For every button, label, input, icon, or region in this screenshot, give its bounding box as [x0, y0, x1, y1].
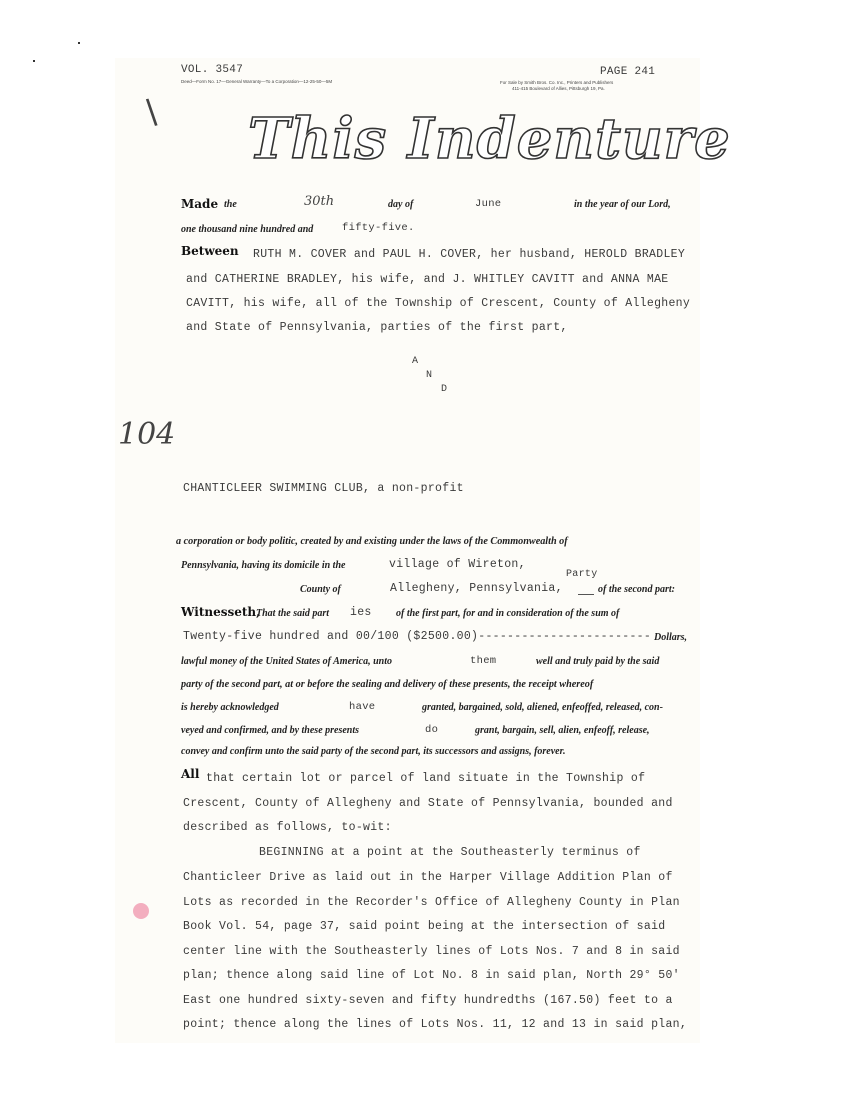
witnesseth-label: Witnesseth,: [181, 605, 261, 619]
grant-text: grant, bargain, sell, alien, enfeoff, release,: [475, 725, 650, 736]
all-line: Crescent, County of Allegheny and State of Pennsylvania, bounded and: [183, 797, 673, 810]
day-of: day of: [388, 199, 414, 210]
volume-number: VOL. 3547: [181, 64, 244, 76]
form-line: Deed—Form No. 17—General Warranty—To a Corporation—12-25-50—5M: [181, 79, 333, 84]
between-line: CAVITT, his wife, all of the Township of Crescent, County of Allegheny: [186, 297, 691, 310]
parties-suffix: ies: [350, 606, 372, 619]
unto-value: them: [470, 655, 497, 667]
between-line: and CATHERINE BRADLEY, his wife, and J. WHITLEY CAVITT and ANNA MAE: [186, 273, 669, 286]
witnesseth-text: That the said part: [256, 608, 330, 619]
pink-dot-mark: [133, 903, 149, 919]
and-letter: A: [412, 356, 419, 367]
county-of: County of: [300, 584, 341, 595]
have-value: have: [349, 701, 376, 713]
second-part: of the second part:: [598, 584, 675, 595]
granted-text: granted, bargained, sold, aliened, enfeoffed, released, con-: [422, 702, 663, 713]
acknowledged-text: is hereby acknowledged: [181, 702, 279, 713]
day-value: 30th: [304, 194, 335, 209]
party-value: Party: [566, 569, 598, 580]
dollars-label: Dollars,: [654, 632, 688, 643]
between-line: and State of Pennsylvania, parties of the first part,: [186, 321, 568, 334]
convey-text: convey and confirm unto the said party of the second part, its successors and assigns, forever.: [181, 746, 566, 757]
made-the: the: [224, 199, 237, 210]
between-label: Between: [181, 244, 239, 258]
made-label: Made: [181, 197, 219, 211]
year-form-text: one thousand nine hundred and: [181, 224, 314, 235]
witnesseth-rest: of the first part, for and in consideration of the sum of: [396, 608, 620, 619]
description-line: BEGINNING at a point at the Southeasterly terminus of: [259, 846, 641, 859]
well-paid: well and truly paid by the said: [536, 656, 660, 667]
domicile-value: village of Wireton,: [389, 558, 526, 571]
description-line: plan; thence along said line of Lot No. 8 in said plan, North 29° 50': [183, 969, 680, 982]
document-title: This Indenture: [248, 106, 731, 172]
do-value: do: [425, 724, 439, 736]
description-line: Book Vol. 54, page 37, said point being at the intersection of said: [183, 920, 666, 933]
description-line: Lots as recorded in the Recorder's Office of Allegheny County in Plan: [183, 896, 680, 909]
margin-page-number: 104: [118, 417, 176, 452]
and-letter: D: [441, 384, 448, 395]
year-value: fifty-five.: [342, 222, 415, 234]
year-phrase: in the year of our Lord,: [574, 199, 671, 210]
all-line: that certain lot or parcel of land situate in the Township of: [206, 772, 646, 785]
grantee-name: CHANTICLEER SWIMMING CLUB, a non-profit: [183, 482, 464, 495]
description-line: center line with the Southeasterly lines of Lots Nos. 7 and 8 in said: [183, 945, 680, 958]
page-number: PAGE 241: [600, 66, 656, 78]
receipt-line: party of the second part, at or before the sealing and delivery of these presents, the receipt whereof: [181, 679, 594, 690]
corporation-clause: a corporation or body politic, created by and existing under the laws of the Commonwealth of: [176, 536, 568, 547]
conveyed-text: veyed and confirmed, and by these presents: [181, 725, 360, 736]
party-fill-line: [578, 594, 594, 595]
description-line: East one hundred sixty-seven and fifty hundredths (167.50) feet to a: [183, 994, 673, 1007]
publisher-line-2: 411-415 Boulevard of Allies, Pittsburgh 19, Pa.: [512, 86, 605, 91]
description-line: point; thence along the lines of Lots Nos. 11, 12 and 13 in said plan,: [183, 1018, 688, 1031]
month-value: June: [475, 198, 502, 210]
county-value: Allegheny, Pennsylvania,: [390, 582, 563, 595]
description-line: Chanticleer Drive as laid out in the Harper Village Addition Plan of: [183, 871, 673, 884]
domicile-text: Pennsylvania, having its domicile in the: [181, 560, 346, 571]
publisher-line-1: For Sale by Smith Bros. Co. Inc., Printers and Publishers: [500, 80, 614, 85]
and-letter: N: [426, 370, 433, 381]
between-line: RUTH M. COVER and PAUL H. COVER, her husband, HEROLD BRADLEY: [253, 248, 686, 261]
all-line: described as follows, to-wit:: [183, 821, 392, 834]
speck-mark: [78, 42, 80, 44]
speck-mark: [33, 60, 35, 62]
amount-value: Twenty-five hundred and 00/100 ($2500.00)------------------------: [183, 630, 652, 643]
lawful-money: lawful money of the United States of America, unto: [181, 656, 393, 667]
all-label: All: [181, 767, 200, 781]
margin-stroke: \: [141, 91, 162, 133]
